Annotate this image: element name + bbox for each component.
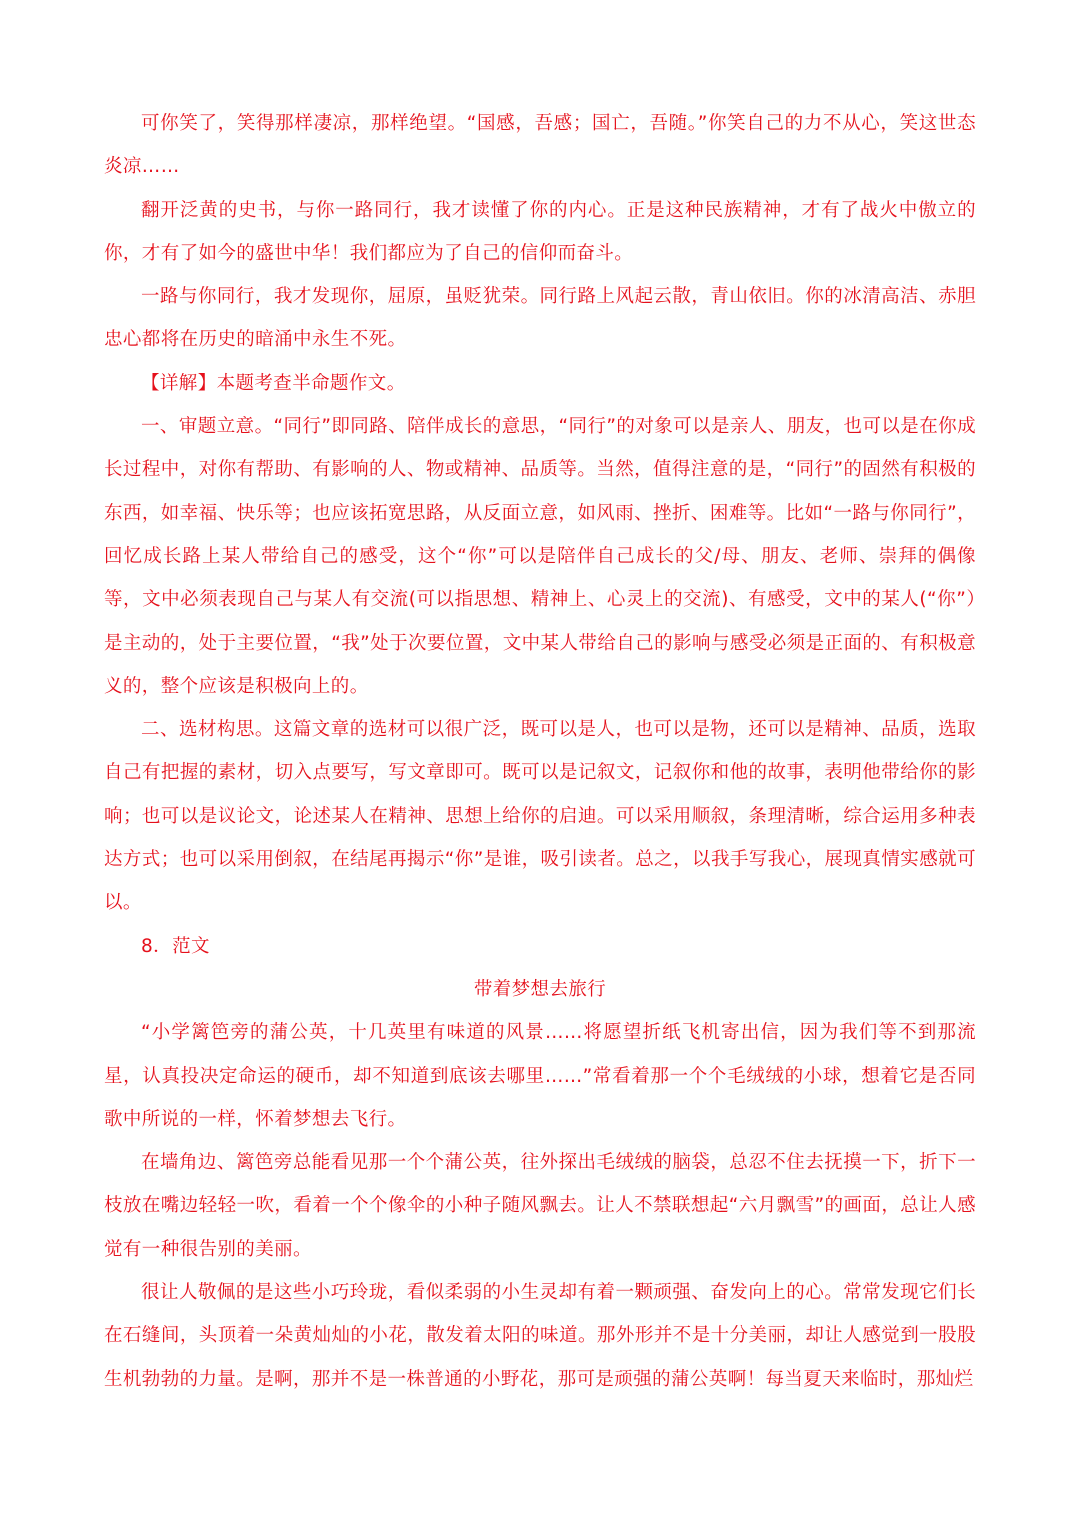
paragraph-topic-analysis: 一、审题立意。“同行”即同路、陪伴成长的意思，“同行”的对象可以是亲人、朋友，也可以是在你成长过程中，对你有帮助、有影响的人、物或精神、品质等。当然，值得注意的是，“同行”的固然有积极的东西，如幸福、快乐等；也应该拓宽思路，从反面立意，如风雨、挫折、困难等。比如“一路与你同行”，回忆成长路上某人带给自己的感受，这个“你”可以是陪伴自己成长的父/母、朋友、老师、崇拜的偶像等，文中必须表现自己与某人有交流(可以指思想、精神上、心灵上的交流)、有感受，文中的某人(“你”）是主动的，处于主要位置，“我”处于次要位置，文中某人带给自己的影响与感受必须是正面的、有积极意义的，整个应该是积极向上的。 bbox=[104, 416, 976, 697]
paragraph-qu-yuan: 一路与你同行，我才发现你，屈原，虽贬犹荣。同行路上风起云散，青山依旧。你的冰清高洁、赤胆忠心都将在历史的暗涌中永生不死。 bbox=[104, 286, 976, 351]
paragraph-sample-label: 8．范文 bbox=[141, 935, 210, 957]
essay-paragraph-dandelion: 在墙角边、篱笆旁总能看见那一个个蒲公英，往外探出毛绒绒的脑袋，总忍不住去抚摸一下，折下一枝放在嘴边轻轻一吹，看着一个个像伞的小种子随风飘去。让人不禁联想起“六月飘雪”的画面，总让人感觉有一种很告别的美丽。 bbox=[104, 1152, 976, 1260]
essay-title: 带着梦想去旅行 bbox=[473, 978, 607, 1000]
document-body bbox=[104, 102, 976, 1401]
paragraph-material-selection: 二、选材构思。这篇文章的选材可以很广泛，既可以是人，也可以是物，还可以是精神、品质，选取自己有把握的素材，切入点要写，写文章即可。既可以是记叙文，记叙你和他的故事，表明他带给你的影响；也可以是议论文，论述某人在精神、思想上给你的启迪。可以采用顺叙，条理清晰，综合运用多种表达方式；也可以采用倒叙，在结尾再揭示“你”是谁，吸引读者。总之，以我手写我心，展现真情实感就可以。 bbox=[104, 719, 976, 914]
paragraph-quote-laugh: 可你笑了，笑得那样凄凉，那样绝望。“国感，吾感；国亡，吾随。”你笑自己的力不从心，笑这世态炎凉…… bbox=[104, 113, 976, 178]
paragraph-history-book: 翻开泛黄的史书，与你一路同行，我才读懂了你的内心。正是这种民族精神，才有了战火中傲立的你，才有了如今的盛世中华！我们都应为了自己的信仰而奋斗。 bbox=[104, 199, 976, 264]
essay-paragraph-song: “小学篱笆旁的蒲公英，十几英里有味道的风景……将愿望折纸飞机寄出信，因为我们等不到那流星，认真投决定命运的硬币，却不知道到底该去哪里……”常看着那一个个毛绒绒的小球，想着它是否同歌中所说的一样，怀着梦想去飞行。 bbox=[104, 1022, 976, 1130]
essay-paragraph-admiration: 很让人敬佩的是这些小巧玲珑，看似柔弱的小生灵却有着一颗顽强、奋发向上的心。常常发现它们长在石缝间，头顶着一朵黄灿灿的小花，散发着太阳的味道。那外形并不是十分美丽，却让人感觉到一股股生机勃勃的力量。是啊，那并不是一株普通的小野花，那可是顽强的蒲公英啊！每当夏天来临时，那灿烂 bbox=[104, 1282, 976, 1390]
paragraph-explanation-heading: 【详解】本题考查半命题作文。 bbox=[141, 372, 406, 394]
